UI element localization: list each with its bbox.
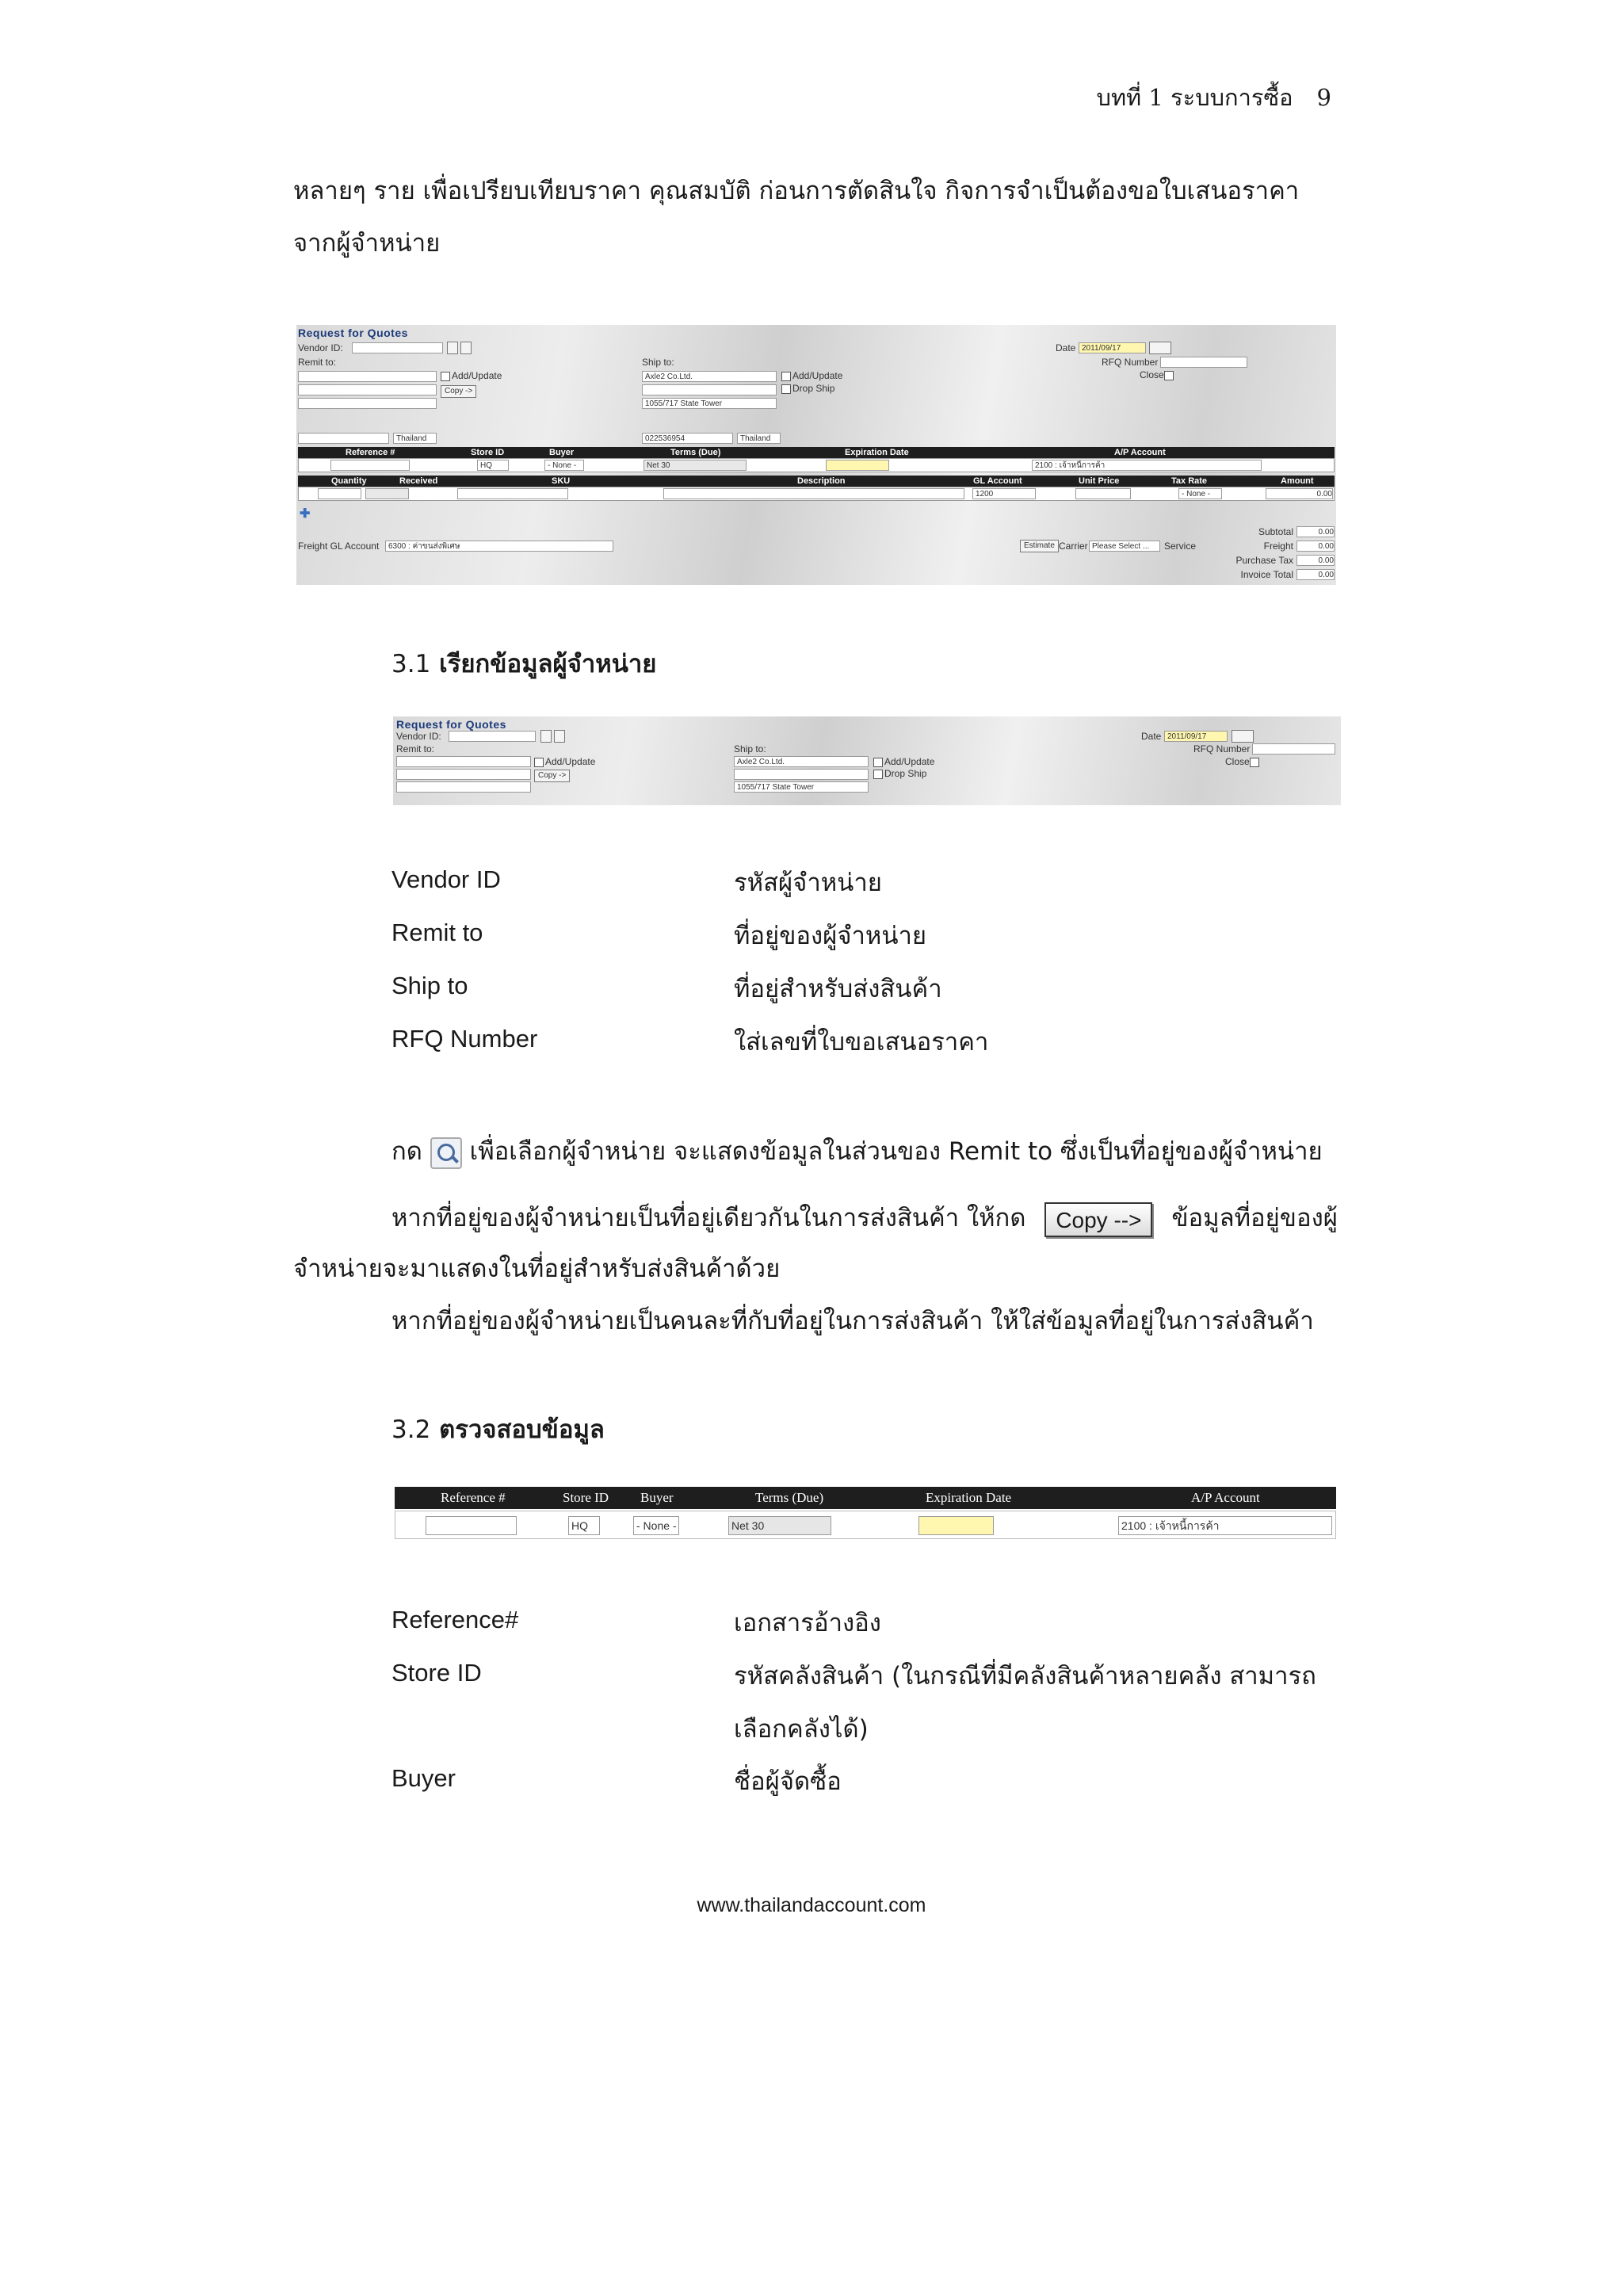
freight-gl-label: Freight GL Account [298,541,380,552]
purchase-tax-value: 0.00 [1296,555,1335,566]
remit-address2-crop[interactable] [396,781,531,793]
expiration-date-crop[interactable] [918,1516,994,1535]
invoice-total-label: Invoice Total [1240,569,1293,580]
freight-value: 0.00 [1296,541,1335,552]
desc-store-id: รหัสคลังสินค้า (ในกรณีที่มีคลังสินค้าหลายคลัง สามารถ [734,1662,1316,1690]
buyer-select-crop[interactable]: - None - [633,1516,679,1535]
tax-rate-select[interactable]: - None - [1178,488,1222,499]
section-3-1-heading: 3.1 เรียกข้อมูลผู้จำหน่าย [391,650,657,678]
copy-button[interactable]: Copy -> [441,385,476,398]
date-input[interactable]: 2011/09/17 [1079,342,1146,353]
desc-ship-to: ที่อยู่สำหรับส่งสินค้า [734,975,942,1003]
terms-input[interactable]: Net 30 [643,460,747,471]
remit-company-crop[interactable] [396,756,531,767]
section-3-2-heading: 3.2 ตรวจสอบข้อมูล [391,1415,605,1444]
desc-rfq-number: ใส่เลขที่ใบขอเสนอราคา [734,1028,989,1056]
subtotal-value: 0.00 [1296,526,1335,537]
running-header [1097,79,1331,116]
term-remit-to: Remit to [391,919,483,946]
remit-address-input[interactable] [298,384,437,395]
header-row-1 [298,458,1335,472]
vendor-add-icon[interactable] [460,342,472,354]
rfq-number-input[interactable] [1160,357,1247,368]
ship-country-select[interactable]: Thailand [737,433,781,444]
remit-country-select[interactable]: Thailand [393,433,437,444]
instruction-line-4: หากที่อยู่ของผู้จำหน่ายเป็นคนละที่กับที่อยู่ในการส่งสินค้า ให้ใส่ข้อมูลที่อยู่ในการส่งสินค้า [391,1307,1314,1335]
quantity-input[interactable] [318,488,361,499]
vendor-search-icon[interactable] [447,342,458,354]
service-label: Service [1164,541,1197,552]
desc-buyer: ชื่อผู้จัดซื้อ [734,1767,842,1796]
calendar-icon-crop[interactable] [1232,730,1254,743]
intro-line-2: จากผู้จำหน่าย [293,229,441,258]
terms-input-crop[interactable]: Net 30 [728,1516,831,1535]
vendor-search-icon-crop[interactable] [540,730,552,743]
ship-to-label: Ship to: [642,357,674,368]
carrier-select[interactable]: Please Select ... [1089,541,1160,552]
term-rfq-number: RFQ Number [391,1025,538,1052]
remit-company-input[interactable] [298,371,437,382]
instruction-line-3: จำหน่ายจะมาแสดงในที่อยู่สำหรับส่งสินค้าด้วย [293,1255,781,1283]
rfq-number-crop[interactable] [1252,743,1335,755]
calendar-icon[interactable] [1149,342,1171,354]
reference-input[interactable] [330,460,410,471]
form-title: Request for Quotes [298,327,408,339]
freight-label: Freight [1263,541,1293,552]
remit-add-update-crop[interactable]: Add/Update [534,756,595,767]
description-input[interactable] [663,488,964,499]
expiration-date-input[interactable] [826,460,889,471]
drop-ship-crop[interactable]: Drop Ship [873,768,926,779]
header-bar-crop: Reference # Store ID Buyer Terms (Due) Expiration Date A/P Account [395,1487,1336,1509]
gl-account-select[interactable]: 1200 [972,488,1036,499]
vendor-id-label: Vendor ID: [298,342,343,353]
close-checkbox-crop[interactable]: Close [1225,756,1261,767]
invoice-total-value: 0.00 [1296,569,1335,580]
amount-input: 0.00 [1266,488,1333,499]
remit-add-update[interactable]: Add/Update [441,370,502,381]
store-select-crop[interactable]: HQ [568,1516,600,1535]
remit-address-crop[interactable] [396,769,531,780]
header-bar-1: Reference # Store ID Buyer Terms (Due) Expiration Date A/P Account [298,447,1335,458]
ship-company-crop[interactable]: Axle2 Co.Ltd. [734,756,869,767]
rfq-number-label: RFQ Number [1102,357,1159,368]
copy-button-icon: Copy --> [1044,1202,1152,1237]
close-checkbox[interactable]: Close [1140,369,1175,380]
store-select[interactable]: HQ [477,460,509,471]
page-number: 9 [1316,84,1331,111]
instruction-line-1: กด เพื่อเลือกผู้จำหน่าย จะแสดงข้อมูลในส่วนของ Remit to ซึ่งเป็นที่อยู่ของผู้จำหน่าย [391,1125,1323,1178]
term-buyer: Buyer [391,1764,456,1792]
desc-vendor-id: รหัสผู้จำหน่าย [734,869,882,897]
term-ship-to: Ship to [391,972,468,999]
received-input [365,488,409,499]
remit-address2-input[interactable] [298,398,437,409]
copy-button-crop[interactable]: Copy -> [534,770,570,782]
remit-phone-input[interactable] [298,433,389,444]
subtotal-label: Subtotal [1258,526,1293,537]
unit-price-input[interactable] [1075,488,1131,499]
remit-to-label: Remit to: [298,357,337,368]
search-icon [430,1137,462,1169]
ship-address2-crop[interactable]: 1055/717 State Tower [734,781,869,793]
vendor-add-icon-crop[interactable] [554,730,565,743]
term-store-id: Store ID [391,1659,482,1687]
freight-gl-select[interactable]: 6300 : ค่าขนส่งพิเศษ [385,541,613,552]
ship-add-update[interactable]: Add/Update [781,370,842,381]
ship-add-update-crop[interactable]: Add/Update [873,756,934,767]
buyer-select[interactable]: - None - [544,460,584,471]
rfq-form-screenshot [296,325,1336,585]
line-item-row [298,487,1335,501]
header-values-crop [395,1511,1336,1539]
intro-line-1: หลายๆ ราย เพื่อเปรียบเทียบราคา คุณสมบัติ ก่อนการตัดสินใจ กิจการจำเป็นต้องขอใบเสนอราคา [293,177,1300,205]
header-bar-2: Quantity Received SKU Description GL Account Unit Price Tax Rate Amount [298,476,1335,487]
carrier-label: Carrier [1059,541,1088,552]
instruction-line-2: หากที่อยู่ของผู้จำหน่ายเป็นที่อยู่เดียวกันในการส่งสินค้า ให้กด Copy --> ข้อมูลที่อยู่ของผู้ [391,1192,1338,1244]
vendor-id-input[interactable] [352,342,443,353]
reference-input-crop[interactable] [426,1516,517,1535]
footer-url: www.thailandaccount.com [697,1894,926,1916]
ap-account-select[interactable]: 2100 : เจ้าหนี้การค้า [1032,460,1262,471]
vendor-section-screenshot: Request for Quotes Vendor ID: Remit to: Add/Update Copy -> Ship to: Axle2 Co.Ltd. 1055/717 State Tower Add/Update Drop Ship Date 2011/09/17 RFQ Number Close [393,716,1341,805]
chapter-title: บทที่ 1 ระบบการซื้อ [1096,84,1293,111]
ship-phone-input[interactable]: 022536954 [642,433,733,444]
date-input-crop[interactable]: 2011/09/17 [1164,731,1228,742]
add-line-icon[interactable]: ✚ [300,507,311,521]
term-vendor-id: Vendor ID [391,865,501,893]
desc-store-id-cont: เลือกคลังได้) [734,1715,869,1744]
ship-address-crop[interactable] [734,769,869,780]
vendor-id-input-crop[interactable] [449,731,536,742]
term-reference: Reference# [391,1606,519,1633]
header-row-screenshot [395,1485,1336,1547]
estimate-button[interactable]: Estimate [1020,540,1059,552]
ship-address-input[interactable] [642,384,777,395]
sku-input[interactable] [457,488,568,499]
purchase-tax-label: Purchase Tax [1235,555,1293,566]
drop-ship-checkbox[interactable]: Drop Ship [781,383,834,394]
ship-address2-input[interactable]: 1055/717 State Tower [642,398,777,409]
ship-company-input[interactable]: Axle2 Co.Ltd. [642,371,777,382]
desc-reference: เอกสารอ้างอิง [734,1609,881,1637]
ap-account-crop[interactable]: 2100 : เจ้าหนี้การค้า [1118,1516,1332,1535]
desc-remit-to: ที่อยู่ของผู้จำหน่าย [734,922,927,950]
date-label: Date [1056,342,1076,353]
